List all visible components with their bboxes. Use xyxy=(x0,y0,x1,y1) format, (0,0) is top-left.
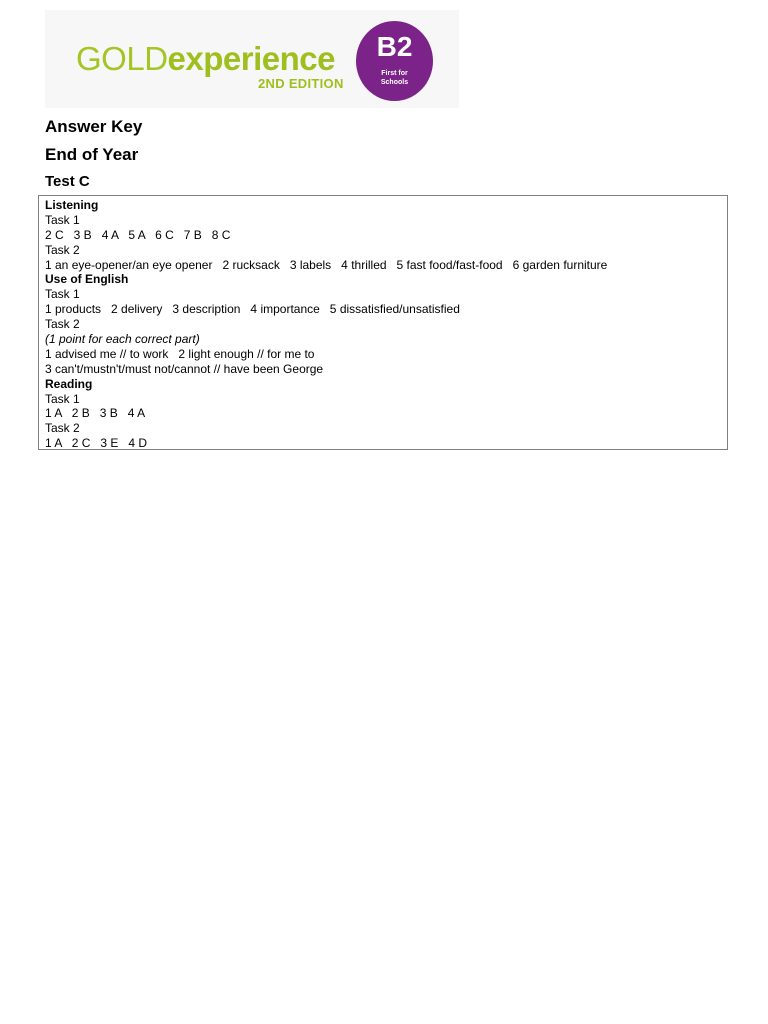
document-title: Answer Key xyxy=(45,117,143,136)
use-of-english-task1-label: Task 1 xyxy=(45,287,80,302)
test-label: Test C xyxy=(45,173,90,190)
logo-wordmark xyxy=(76,41,335,77)
badge-subtitle-line2: Schools xyxy=(380,79,409,86)
section-heading-reading: Reading xyxy=(45,376,93,391)
logo-edition-text: 2ND EDITION xyxy=(258,76,344,91)
level-badge xyxy=(356,21,433,101)
reading-task2-answers: 1 A 2 C 3 E 4 D xyxy=(45,436,148,451)
logo-experience-text: experience xyxy=(167,40,335,77)
use-of-english-task1-answers: 1 products 2 delivery 3 description 4 importance 5 dissatisfied/unsatisfied xyxy=(45,302,460,317)
badge-level-text: B2 xyxy=(376,31,413,62)
section-heading-use-of-english: Use of English xyxy=(45,272,129,287)
listening-task2-answers: 1 an eye-opener/an eye opener 2 rucksack 3 labels 4 thrilled 5 fast food/fast-food 6 garden furniture xyxy=(45,257,608,272)
listening-task2-label: Task 2 xyxy=(45,242,80,257)
gold-experience-logo xyxy=(45,10,459,108)
logo-gold-text: GOLD xyxy=(76,40,168,77)
reading-task1-answers: 1 A 2 B 3 B 4 A xyxy=(45,406,146,421)
use-of-english-task2-label: Task 2 xyxy=(45,317,80,332)
listening-task1-answers: 2 C 3 B 4 A 5 A 6 C 7 B 8 C xyxy=(45,227,231,242)
badge-subtitle xyxy=(356,69,433,87)
section-heading-listening: Listening xyxy=(45,198,99,212)
document-subtitle: End of Year xyxy=(45,145,139,164)
listening-task1-label: Task 1 xyxy=(45,212,80,227)
badge-subtitle-line1: First for xyxy=(381,70,408,77)
reading-task2-label: Task 2 xyxy=(45,421,80,436)
use-of-english-task2-line2: 3 can't/mustn't/must not/cannot // have been George xyxy=(45,361,324,376)
reading-task1-label: Task 1 xyxy=(45,391,80,406)
answer-key-box xyxy=(38,195,728,450)
use-of-english-task2-note: (1 point for each correct part) xyxy=(45,332,200,347)
use-of-english-task2-line1: 1 advised me // to work 2 light enough // for me to xyxy=(45,346,315,361)
